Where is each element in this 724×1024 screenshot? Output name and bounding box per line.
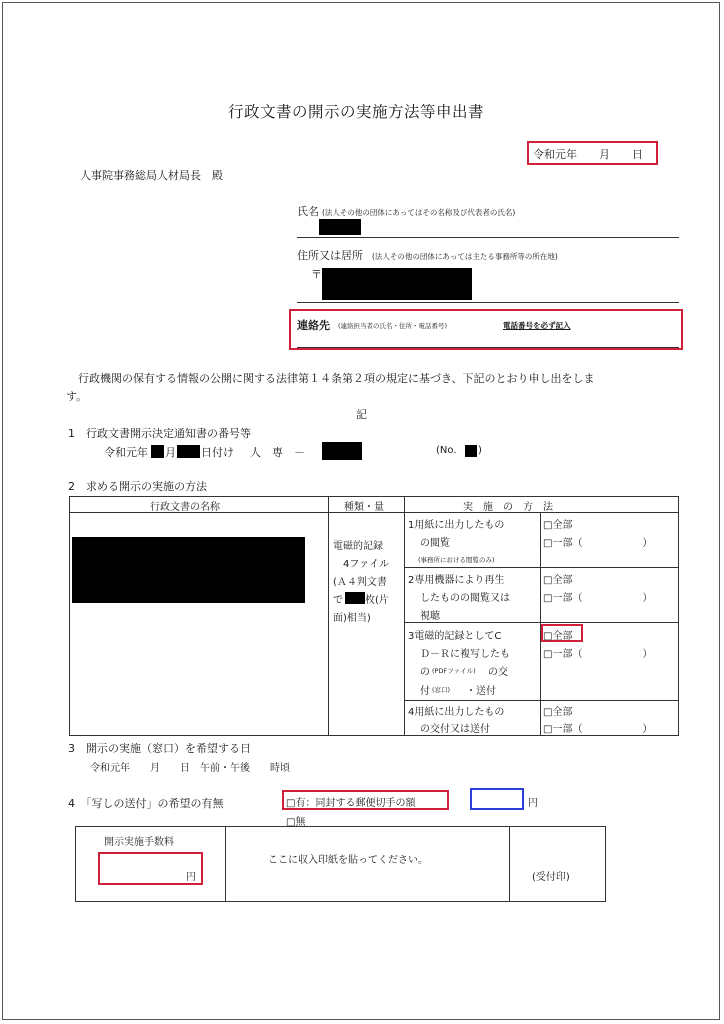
stamp-amount-yen: 円 xyxy=(528,798,538,809)
table-row-divider-1 xyxy=(404,567,679,568)
header-method: 実 施 の 方 法 xyxy=(463,502,553,513)
notice-no-close: ) xyxy=(478,445,482,456)
table-row-divider-2 xyxy=(404,622,679,623)
document-title: 行政文書の開示の実施方法等申出書 xyxy=(228,103,485,121)
contact-required-note: 電話番号を必ず記入 xyxy=(503,321,571,330)
method-3-line-1: 3電磁的記録としてC xyxy=(408,631,502,642)
address-label: 住所又は居所 xyxy=(297,249,363,262)
method-1-part-checkbox[interactable]: □一部（ ） xyxy=(543,538,653,549)
name-note: (法人その他の団体にあってはその名称及び代表者の氏名) xyxy=(322,208,516,217)
fee-table-divider-2 xyxy=(509,826,510,902)
notice-prefix: 人 専 － xyxy=(250,446,305,459)
type-line-5: 面)相当) xyxy=(333,613,371,624)
contact-note: (連絡担当者の氏名・住所・電話番号) xyxy=(338,322,448,330)
section-2-heading: 2 求める開示の実施の方法 xyxy=(68,480,207,493)
fee-table-divider-1 xyxy=(225,826,226,902)
copy-no-checkbox[interactable]: □無 xyxy=(286,817,306,828)
type-line-2: 4ファイル xyxy=(343,559,390,570)
submission-date: 令和元年 月 日 xyxy=(533,148,643,161)
table-col-divider-1 xyxy=(328,496,329,736)
method-2-line-1: 2専用機器により再生 xyxy=(408,575,505,586)
receipt-stamp-label: (受付印) xyxy=(532,872,570,883)
method-3-pdf-note: (PDFファイル) xyxy=(432,667,476,675)
method-4-line-2: の交付又は送付 xyxy=(420,724,490,735)
name-underline xyxy=(297,237,679,238)
redacted-notice-month xyxy=(151,445,164,458)
type-line-1: 電磁的記録 xyxy=(333,541,383,552)
redacted-notice-number xyxy=(322,442,362,460)
method-1-line-2: の閲覧 xyxy=(420,538,450,549)
method-4-all-checkbox[interactable]: □全部 xyxy=(543,707,573,718)
type-line-3: (Ａ４判文書 xyxy=(333,577,387,588)
intro-line-1: 行政機関の保有する情報の公開に関する法律第１４条第２項の規定に基づき、下記のとおり申し出をしま xyxy=(78,372,595,385)
method-3-window-note: (窓口) xyxy=(432,686,451,694)
type-line-4b: 枚(片 xyxy=(365,595,389,606)
method-3-line-4-suffix: ・送付 xyxy=(466,686,496,697)
section-4-heading: 4 「写しの送付」の希望の有無 xyxy=(68,797,224,810)
addressee: 人事院事務総局人材局長 殿 xyxy=(80,169,223,182)
method-4-part-checkbox[interactable]: □一部（ ） xyxy=(543,724,653,735)
copy-yes-checkbox[interactable]: □有：同封する郵便切手の額 xyxy=(286,798,416,809)
redacted-page-count xyxy=(345,592,365,604)
method-1-note: (事務所における閲覧のみ) xyxy=(418,556,495,564)
method-3-part-checkbox[interactable]: □一部（ ） xyxy=(543,649,653,660)
contact-underline xyxy=(297,347,679,348)
method-2-line-3: 視聴 xyxy=(420,611,440,622)
method-3-line-3: の xyxy=(420,667,430,678)
fee-label: 開示実施手数料 xyxy=(104,837,174,848)
redacted-notice-day xyxy=(177,445,200,458)
method-2-part-checkbox[interactable]: □一部（ ） xyxy=(543,593,653,604)
revenue-stamp-instruction: ここに収入印紙を貼ってください。 xyxy=(268,855,428,866)
header-type-amount: 種類・量 xyxy=(344,502,384,513)
redacted-no-value xyxy=(465,445,477,457)
header-document-name: 行政文書の名称 xyxy=(150,502,220,513)
preferred-date-line: 令和元年 月 日 午前・午後 時頃 xyxy=(90,763,290,774)
address-note: (法人その他の団体にあっては主たる事務所等の所在地) xyxy=(372,252,558,261)
method-2-line-2: したものの閲覧又は xyxy=(420,593,510,604)
method-2-all-checkbox[interactable]: □全部 xyxy=(543,575,573,586)
section-1-heading: 1 行政文書開示決定通知書の番号等 xyxy=(68,427,251,440)
contact-label: 連絡先 xyxy=(297,319,330,332)
type-line-4a: で xyxy=(333,595,343,606)
notice-no-label: (No. xyxy=(436,445,457,456)
intro-line-2: す。 xyxy=(66,390,88,403)
method-1-line-1: 1用紙に出力したもの xyxy=(408,520,505,531)
method-3-line-3-suffix: の交 xyxy=(488,667,508,678)
redacted-address xyxy=(322,268,472,300)
postal-mark: 〒 xyxy=(311,268,322,281)
method-3-all-checkbox[interactable]: □全部 xyxy=(543,631,573,642)
notice-day-suffix: 日付け xyxy=(201,446,234,459)
redacted-document-name xyxy=(72,537,305,603)
stamp-amount-field[interactable] xyxy=(470,788,524,810)
method-1-all-checkbox[interactable]: □全部 xyxy=(543,520,573,531)
notice-month: 月 xyxy=(165,446,176,459)
address-underline xyxy=(297,302,679,303)
section-3-heading: 3 開示の実施（窓口）を希望する日 xyxy=(68,742,251,755)
table-row-divider-3 xyxy=(404,700,679,701)
method-4-line-1: 4用紙に出力したもの xyxy=(408,707,505,718)
method-3-line-4: 付 xyxy=(420,686,430,697)
ki-heading: 記 xyxy=(356,408,367,421)
notice-era: 令和元年 xyxy=(104,446,148,459)
fee-yen: 円 xyxy=(186,872,196,883)
name-label: 氏名 xyxy=(297,205,319,218)
method-3-line-2: Ｄ－Ｒに複写したも xyxy=(420,649,510,660)
redacted-name xyxy=(319,219,361,235)
